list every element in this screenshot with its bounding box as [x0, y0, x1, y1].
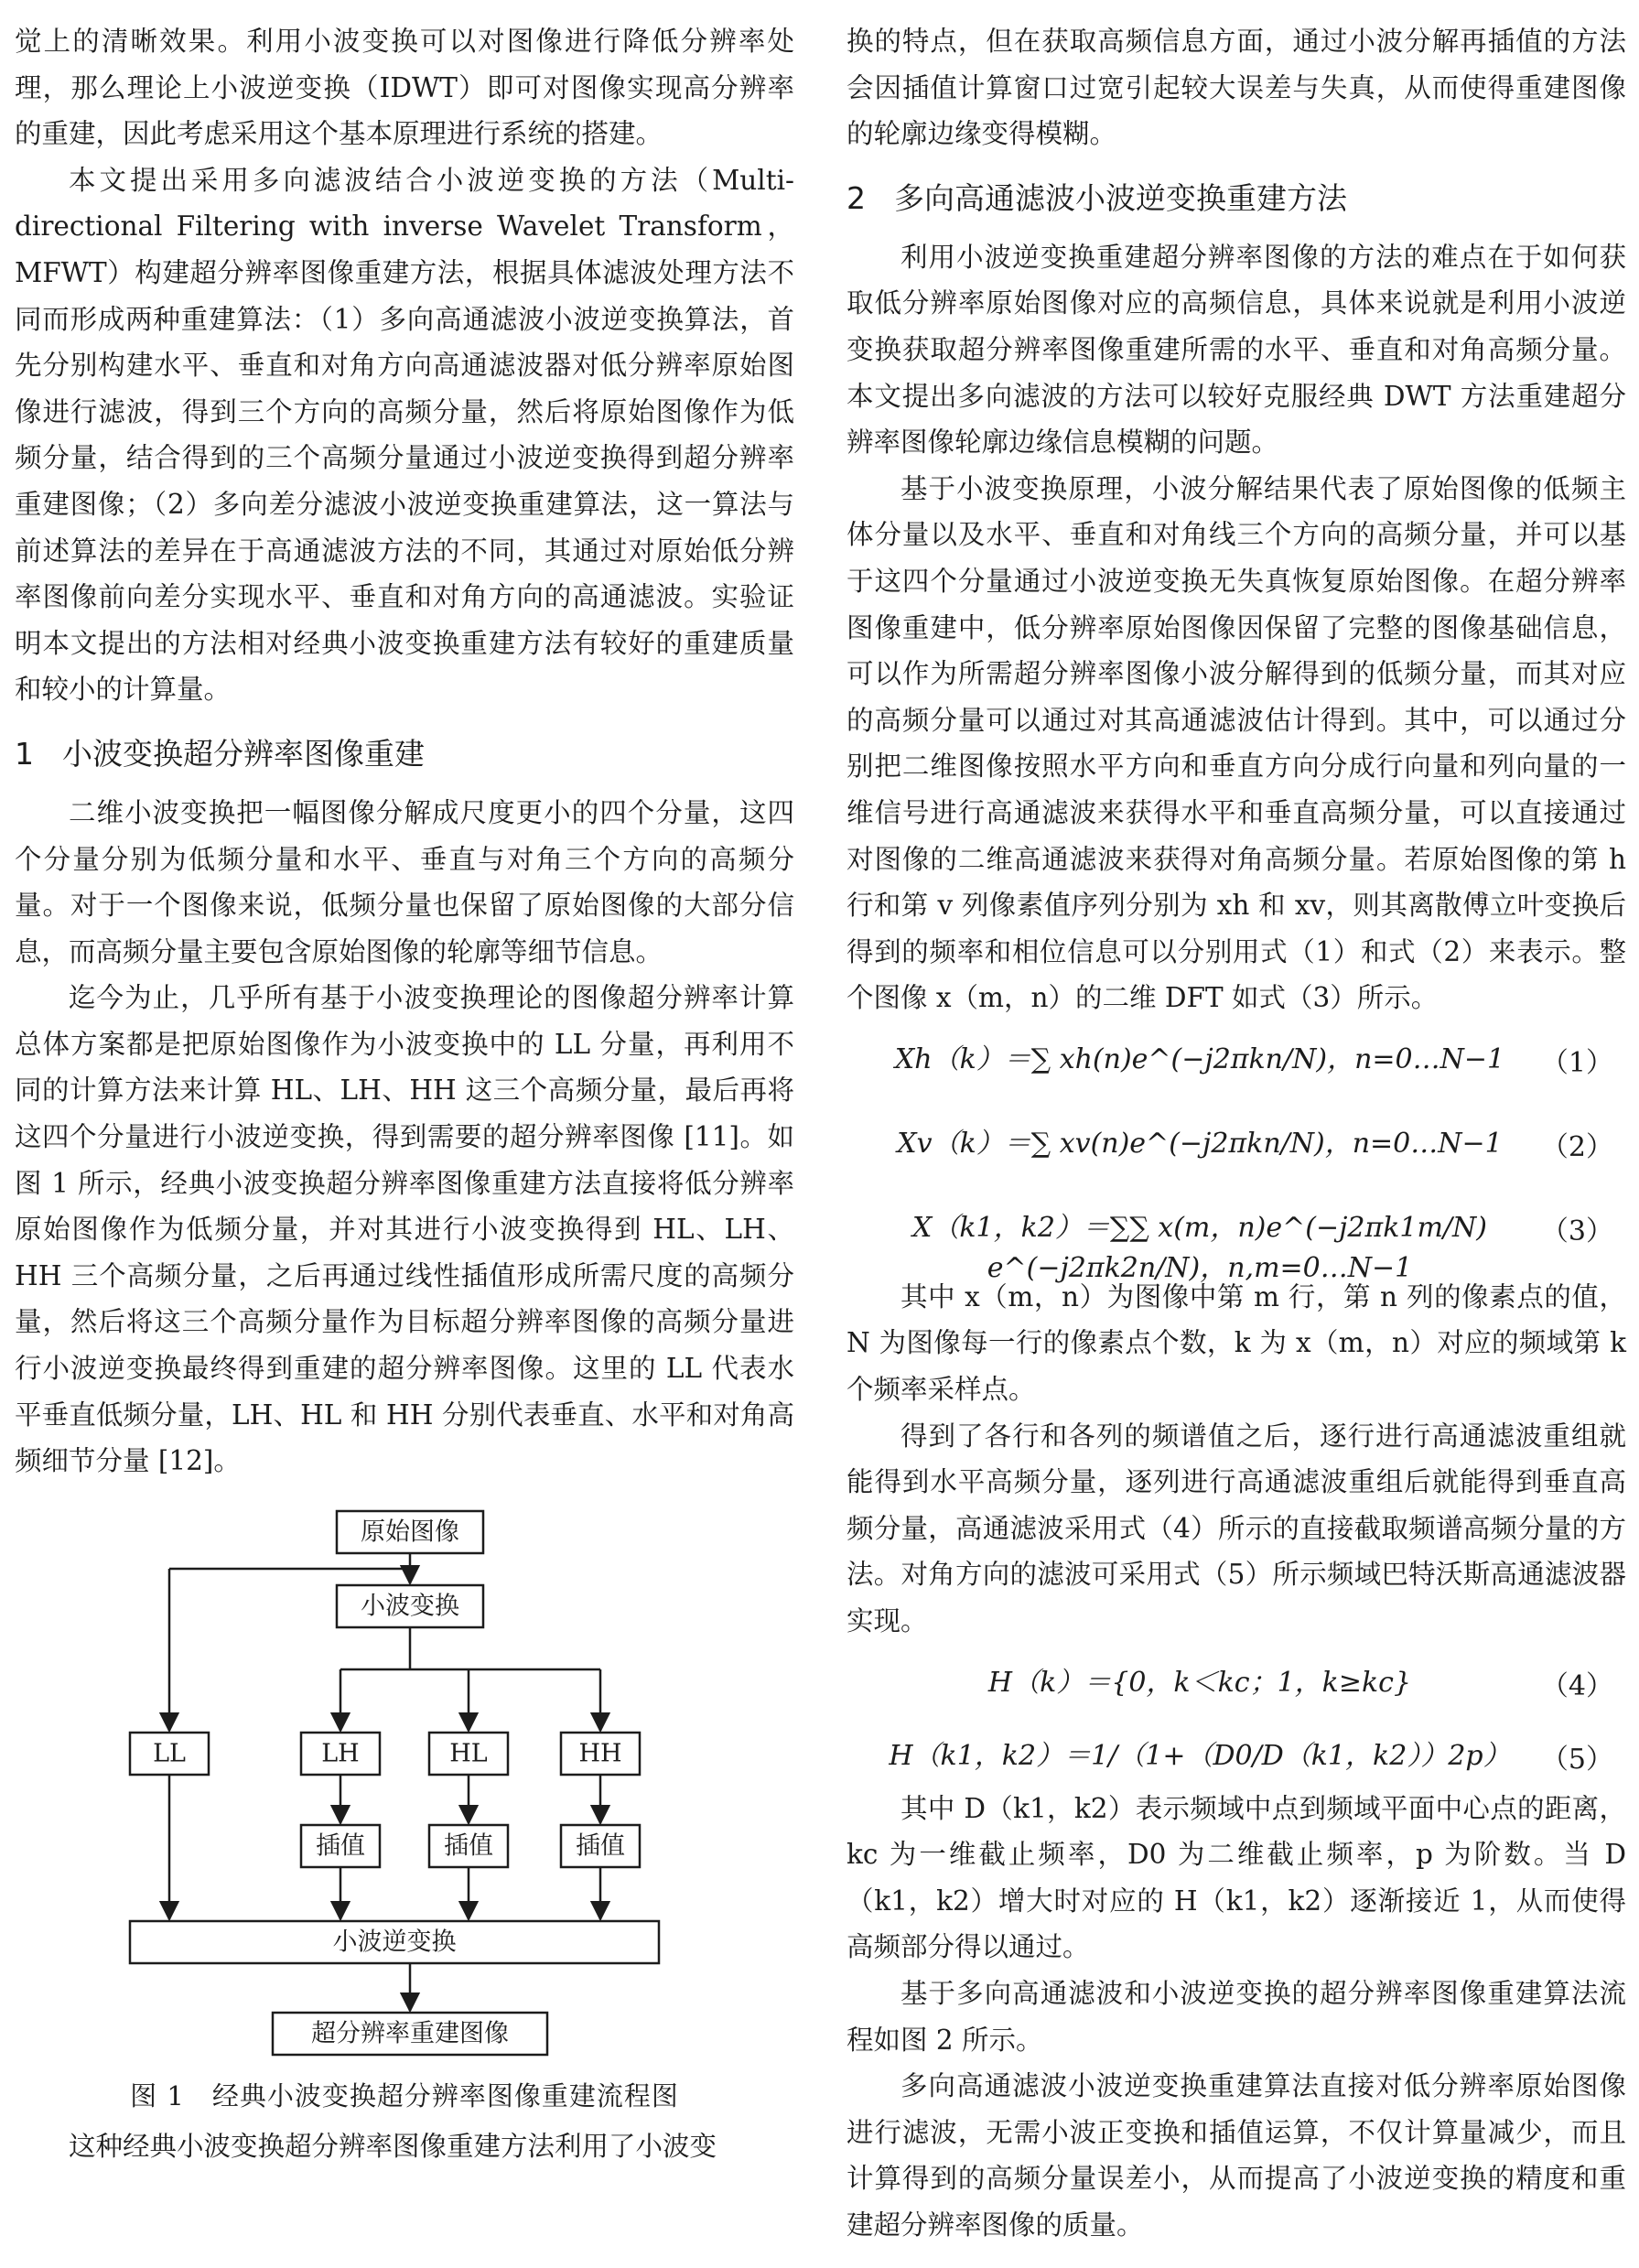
equation-5 — [846, 1729, 1626, 1786]
box-lh — [301, 1733, 380, 1775]
box-label: LL — [153, 1739, 186, 1768]
box-label: HL — [449, 1739, 488, 1768]
equation-body: H（k1，k2）＝1/（1+（D0/D（k1，k2））2p） — [889, 1739, 1511, 1772]
paragraph: 其中 x（m，n）为图像中第 m 行，第 n 列的像素点的值，N 为图像每一行的像素点个数，k 为 x（m，n）对应的频域第 k 个频率采样点。 — [846, 1280, 1626, 1406]
box-inverse-wavelet-transform — [130, 1921, 659, 1963]
paragraph: 得到了各行和各列的频谱值之后，逐行进行高通滤波重组就能得到水平高频分量，逐列进行高通滤波重组后就能得到垂直高频分量，高通滤波采用式（4）所示的直接截取频谱高频分量的方法。对角方向的滤波可采用式（5）所示频域巴特沃斯高通滤波器实现。 — [846, 1420, 1626, 1637]
section-number: 2 — [846, 179, 866, 216]
box-label: 插值 — [576, 1831, 625, 1861]
box-result-image — [273, 2013, 547, 2055]
equation-1 — [846, 1021, 1626, 1106]
box-wavelet-transform — [337, 1585, 483, 1627]
equation-number: （5） — [1540, 1743, 1613, 1776]
equation-4 — [846, 1645, 1626, 1729]
box-label: 小波逆变换 — [332, 1928, 457, 1957]
equation-3 — [846, 1190, 1626, 1284]
box-interpolation-lh — [301, 1825, 380, 1867]
box-label: LH — [321, 1739, 360, 1768]
section-title: 多向高通滤波小波逆变换重建方法 — [894, 179, 1347, 216]
equation-body: X（k1，k2）＝∑∑ x(m，n)e^(−j2πk1m/N) e^(−j2πk2n/N)，n,m=0…N−1 — [912, 1211, 1487, 1284]
section-heading-2 — [846, 176, 1626, 221]
box-interpolation-hh — [561, 1825, 640, 1867]
equation-number: （2） — [1540, 1130, 1613, 1163]
paragraph: 利用小波逆变换重建超分辨率图像的方法的难点在于如何获取低分辨率原始图像对应的高频信息，具体来说就是利用小波逆变换获取超分辨率图像重建所需的水平、垂直和对角高频分量。本文提出多向滤波的方法可以较好克服经典 DWT 方法重建超分辨率图像轮廓边缘信息模糊的问题。 — [846, 241, 1626, 459]
box-label: 超分辨率重建图像 — [311, 2019, 509, 2048]
box-label: HH — [578, 1739, 622, 1768]
box-label: 插值 — [444, 1831, 493, 1861]
box-hl — [429, 1733, 508, 1775]
left-column — [15, 18, 794, 2169]
paragraph: 多向高通滤波小波逆变换重建算法直接对低分辨率原始图像进行滤波，无需小波正变换和插值运算，不仅计算量减少，而且计算得到的高频分量误差小，从而提高了小波逆变换的精度和重建超分辨率图像的质量。 — [846, 2070, 1626, 2241]
paragraph: 基于小波变换原理，小波分解结果代表了原始图像的低频主体分量以及水平、垂直和对角线三个方向的高频分量，并可以基于这四个分量通过小波逆变换无失真恢复原始图像。在超分辨率图像重建中，低分辨率原始图像因保留了完整的图像基础信息，可以作为所需超分辨率图像小波分解得到的低频分量，而其对应的高频分量可以通过对其高通滤波估计得到。其中，可以通过分别把二维图像按照水平方向和垂直方向分成行向量和列向量的一维信号进行高通滤波来获得水平和垂直高频分量，可以直接通过对图像的二维高通滤波来获得对角高频分量。若原始图像的第 h 行和第 v 列像素值序列分别为 xh 和 xv，则其离散傅立叶变换后得到的频率和相位信息可以分别用式（1）和式（2）来表示。整个图像 x（m，n）的二维 DFT 如式（3）所示。 — [846, 472, 1626, 1014]
section-heading-1 — [15, 731, 794, 777]
paragraph: 觉上的清晰效果。利用小波变换可以对图像进行降低分辨率处理，那么理论上小波逆变换（IDWT）即可对图像实现高分辨率的重建，因此考虑采用这个基本原理进行系统的搭建。 — [15, 26, 794, 150]
figure-1 — [15, 1508, 794, 2231]
paragraph: 其中 D（k1，k2）表示频域中点到频域平面中心点的距离，kc 为一维截止频率，D0 为二维截止频率，p 为阶数。当 D（k1，k2）增大时对应的 H（k1，k2）逐渐接近 1，从而使得高频部分得以通过。 — [846, 1792, 1626, 1963]
equation-body: Xv（k）＝∑ xv(n)e^(−j2πkn/N)，n=0…N−1 — [897, 1127, 1503, 1160]
section-number: 1 — [15, 735, 34, 772]
paragraph: 这种经典小波变换超分辨率图像重建方法利用了小波变 — [69, 2130, 717, 2162]
equation-body: Xh（k）＝∑ xh(n)e^(−j2πkn/N)，n=0…N−1 — [894, 1042, 1505, 1075]
paragraph: 迄今为止，几乎所有基于小波变换理论的图像超分辨率计算总体方案都是把原始图像作为小波变换中的 LL 分量，再利用不同的计算方法来计算 HL、LH、HH 这三个高频分量，最后再将这四个分量进行小波逆变换，得到需要的超分辨率图像 [11]。如图 1 所示，经典小波变换超分辨率图像重建方法直接将低分辨率原始图像作为低频分量，并对其进行小波变换得到 HL、LH、HH 三个高频分量，之后再通过线性插值形成所需尺度的高频分量，然后将这三个高频分量作为目标超分辨率图像的高频分量进行小波逆变换最终得到重建的超分辨率图像。这里的 LL 代表水平垂直低频分量，LH、HL 和 HH 分别代表垂直、水平和对角高频细节分量 [12]。 — [15, 982, 794, 1477]
box-hh — [561, 1733, 640, 1775]
box-original-image — [337, 1511, 483, 1553]
paragraph: 基于多向高通滤波和小波逆变换的超分辨率图像重建算法流程如图 2 所示。 — [846, 1978, 1626, 2056]
box-label: 小波变换 — [361, 1592, 459, 1621]
paragraph: 换的特点，但在获取高频信息方面，通过小波分解再插值的方法会因插值计算窗口过宽引起较大误差与失真，从而使得重建图像的轮廓边缘变得模糊。 — [846, 26, 1626, 150]
equation-number: （1） — [1540, 1046, 1613, 1079]
equation-number: （4） — [1540, 1669, 1613, 1702]
paragraph: 二维小波变换把一幅图像分解成尺度更小的四个分量，这四个分量分别为低频分量和水平、垂直与对角三个方向的高频分量。对于一个图像来说，低频分量也保留了原始图像的大部分信息，而高频分量主要包含原始图像的轮廓等细节信息。 — [15, 796, 794, 967]
paragraph: 本文提出采用多向滤波结合小波逆变换的方法（Multi-directional Filtering with inverse Wavelet Transform，MFWT）构建超分辨率图像重建方法，根据具体滤波处理方法不同而形成两种重建算法：（1）多向高通滤波小波逆变换算法，首先分别构建水平、垂直和对角方向高通滤波器对低分辨率原始图像进行滤波，得到三个方向的高频分量，然后将原始图像作为低频分量，结合得到的三个高频分量通过小波逆变换得到超分辨率重建图像；（2）多向差分滤波小波逆变换重建算法，这一算法与前述算法的差异在于高通滤波方法的不同，其通过对原始低分辨率图像前向差分实现水平、垂直和对角方向的高通滤波。实验证明本文提出的方法相对经典小波变换重建方法有较好的重建质量和较小的计算量。 — [15, 164, 794, 706]
box-ll — [130, 1733, 209, 1775]
figure-caption: 图 1 经典小波变换超分辨率图像重建流程图 — [130, 2079, 679, 2111]
equation-2 — [846, 1106, 1626, 1190]
box-interpolation-hl — [429, 1825, 508, 1867]
right-column — [846, 18, 1626, 2249]
box-label: 插值 — [316, 1831, 365, 1861]
section-title: 小波变换超分辨率图像重建 — [62, 735, 425, 772]
equation-body: H（k）＝{0，k＜kc；1，k≥kc} — [987, 1666, 1412, 1699]
box-label: 原始图像 — [361, 1517, 459, 1547]
equation-number: （3） — [1540, 1215, 1613, 1247]
